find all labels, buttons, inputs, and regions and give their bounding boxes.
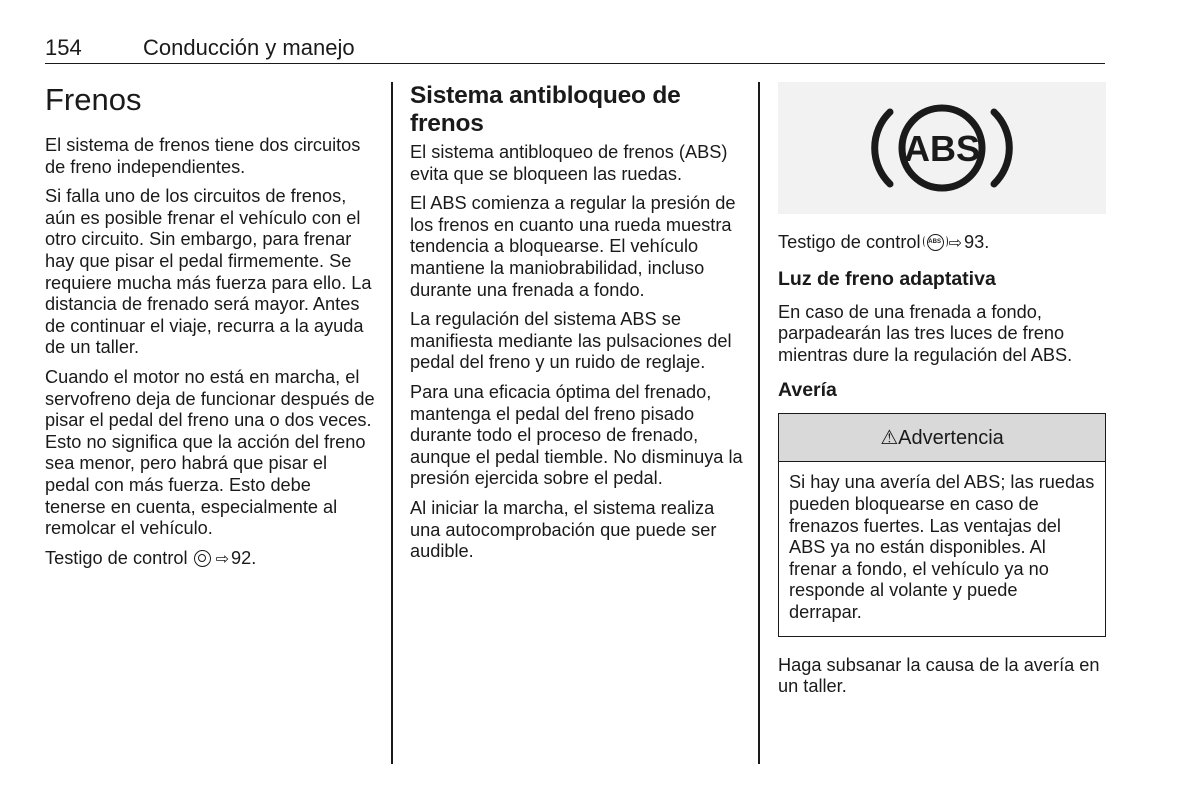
paragraph: Para una eficacia óptima del frenado, mantenga el pedal del freno pisado durante todo el proceso de frenado, aunque el pedal tiemble. No disminuya la presión ejercida sobre el pedal.: [410, 381, 743, 489]
indicator-reference: [778, 232, 1108, 255]
paragraph: El ABS comienza a regular la presión de los frenos en cuanto una rueda muestra tendencia a bloquearse. El vehículo mantiene la maniobrabilidad, incluso durante una frenada a fondo.: [410, 193, 736, 300]
paragraph: Haga subsanar la causa de la avería en un taller.: [778, 654, 1100, 697]
column-abs: [410, 82, 745, 571]
page-ref-number: 92.: [231, 547, 257, 568]
column-divider: [758, 82, 760, 764]
column-abs-details: [778, 82, 1108, 706]
abs-symbol-text: ABS: [903, 128, 981, 169]
page-number: 154: [45, 35, 82, 60]
page-ref-arrow-icon: ⇨: [948, 235, 963, 252]
column-divider: [391, 82, 393, 764]
column-brakes: [45, 82, 375, 578]
subtitle-adaptive-brake-light: Luz de freno adaptativa: [778, 267, 996, 290]
section-title-abs: Sistema antibloqueo de frenos: [410, 82, 681, 137]
paragraph: El sistema de frenos tiene dos circuitos de freno independientes.: [45, 135, 361, 177]
abs-indicator-icon: ABS: [927, 234, 944, 251]
warning-box: [778, 413, 1106, 636]
chapter-title: Conducción y manejo: [143, 35, 355, 60]
warning-title: Advertencia: [898, 427, 1004, 450]
warning-text: Si hay una avería del ABS; las ruedas pueden bloquearse en caso de frenazos fuertes. Las ventajas del ABS ya no están disponibles. Al frenar a fondo, el vehículo ya no responde al volante y puede derrapar.: [789, 472, 1095, 622]
abs-warning-light-icon: [857, 98, 1027, 198]
paragraph: Si falla uno de los circuitos de frenos, aún es posible frenar el vehículo con el otro circuito. Sin embargo, para frenar hay que pisar el pedal firmemente. Se requiere mucha más fuerza para ello. La distancia de frenado será mayor. Antes de continuar el viaje, recurra a la ayuda de un taller.: [45, 186, 372, 358]
section-title-frenos: Frenos: [45, 82, 142, 117]
brake-warning-icon: [194, 550, 211, 567]
indicator-label: Testigo de control: [45, 547, 188, 568]
warning-header: [779, 414, 1105, 462]
page-ref-arrow-icon: ⇨: [215, 550, 230, 568]
indicator-reference: [45, 548, 375, 571]
abs-warning-light-illustration: [778, 82, 1106, 214]
paragraph: Al iniciar la marcha, el sistema realiza una autocomprobación que puede ser audible.: [410, 497, 717, 562]
paragraph: Cuando el motor no está en marcha, el servofreno deja de funcionar después de pisar el pedal del freno una o dos veces. Esto no significa que la acción del freno sea menor, pero habrá que pisar el pedal con más fuerza. Esto debe tenerse en cuenta, especialmente al remolcar el vehículo.: [45, 366, 375, 539]
paragraph: La regulación del sistema ABS se manifiesta mediante las pulsaciones del pedal del freno y un ruido de reglaje.: [410, 309, 732, 373]
page-header: [45, 34, 1105, 64]
subtitle-fault: Avería: [778, 379, 837, 402]
paragraph: En caso de una frenada a fondo, parpadearán las tres luces de freno mientras dure la regulación del ABS.: [778, 301, 1073, 365]
paragraph: El sistema antibloqueo de frenos (ABS) evita que se bloqueen las ruedas.: [410, 142, 728, 184]
page-ref-number: 93.: [964, 232, 990, 252]
warning-triangle-icon: ⚠: [880, 427, 899, 450]
indicator-label: Testigo de control: [778, 232, 921, 252]
